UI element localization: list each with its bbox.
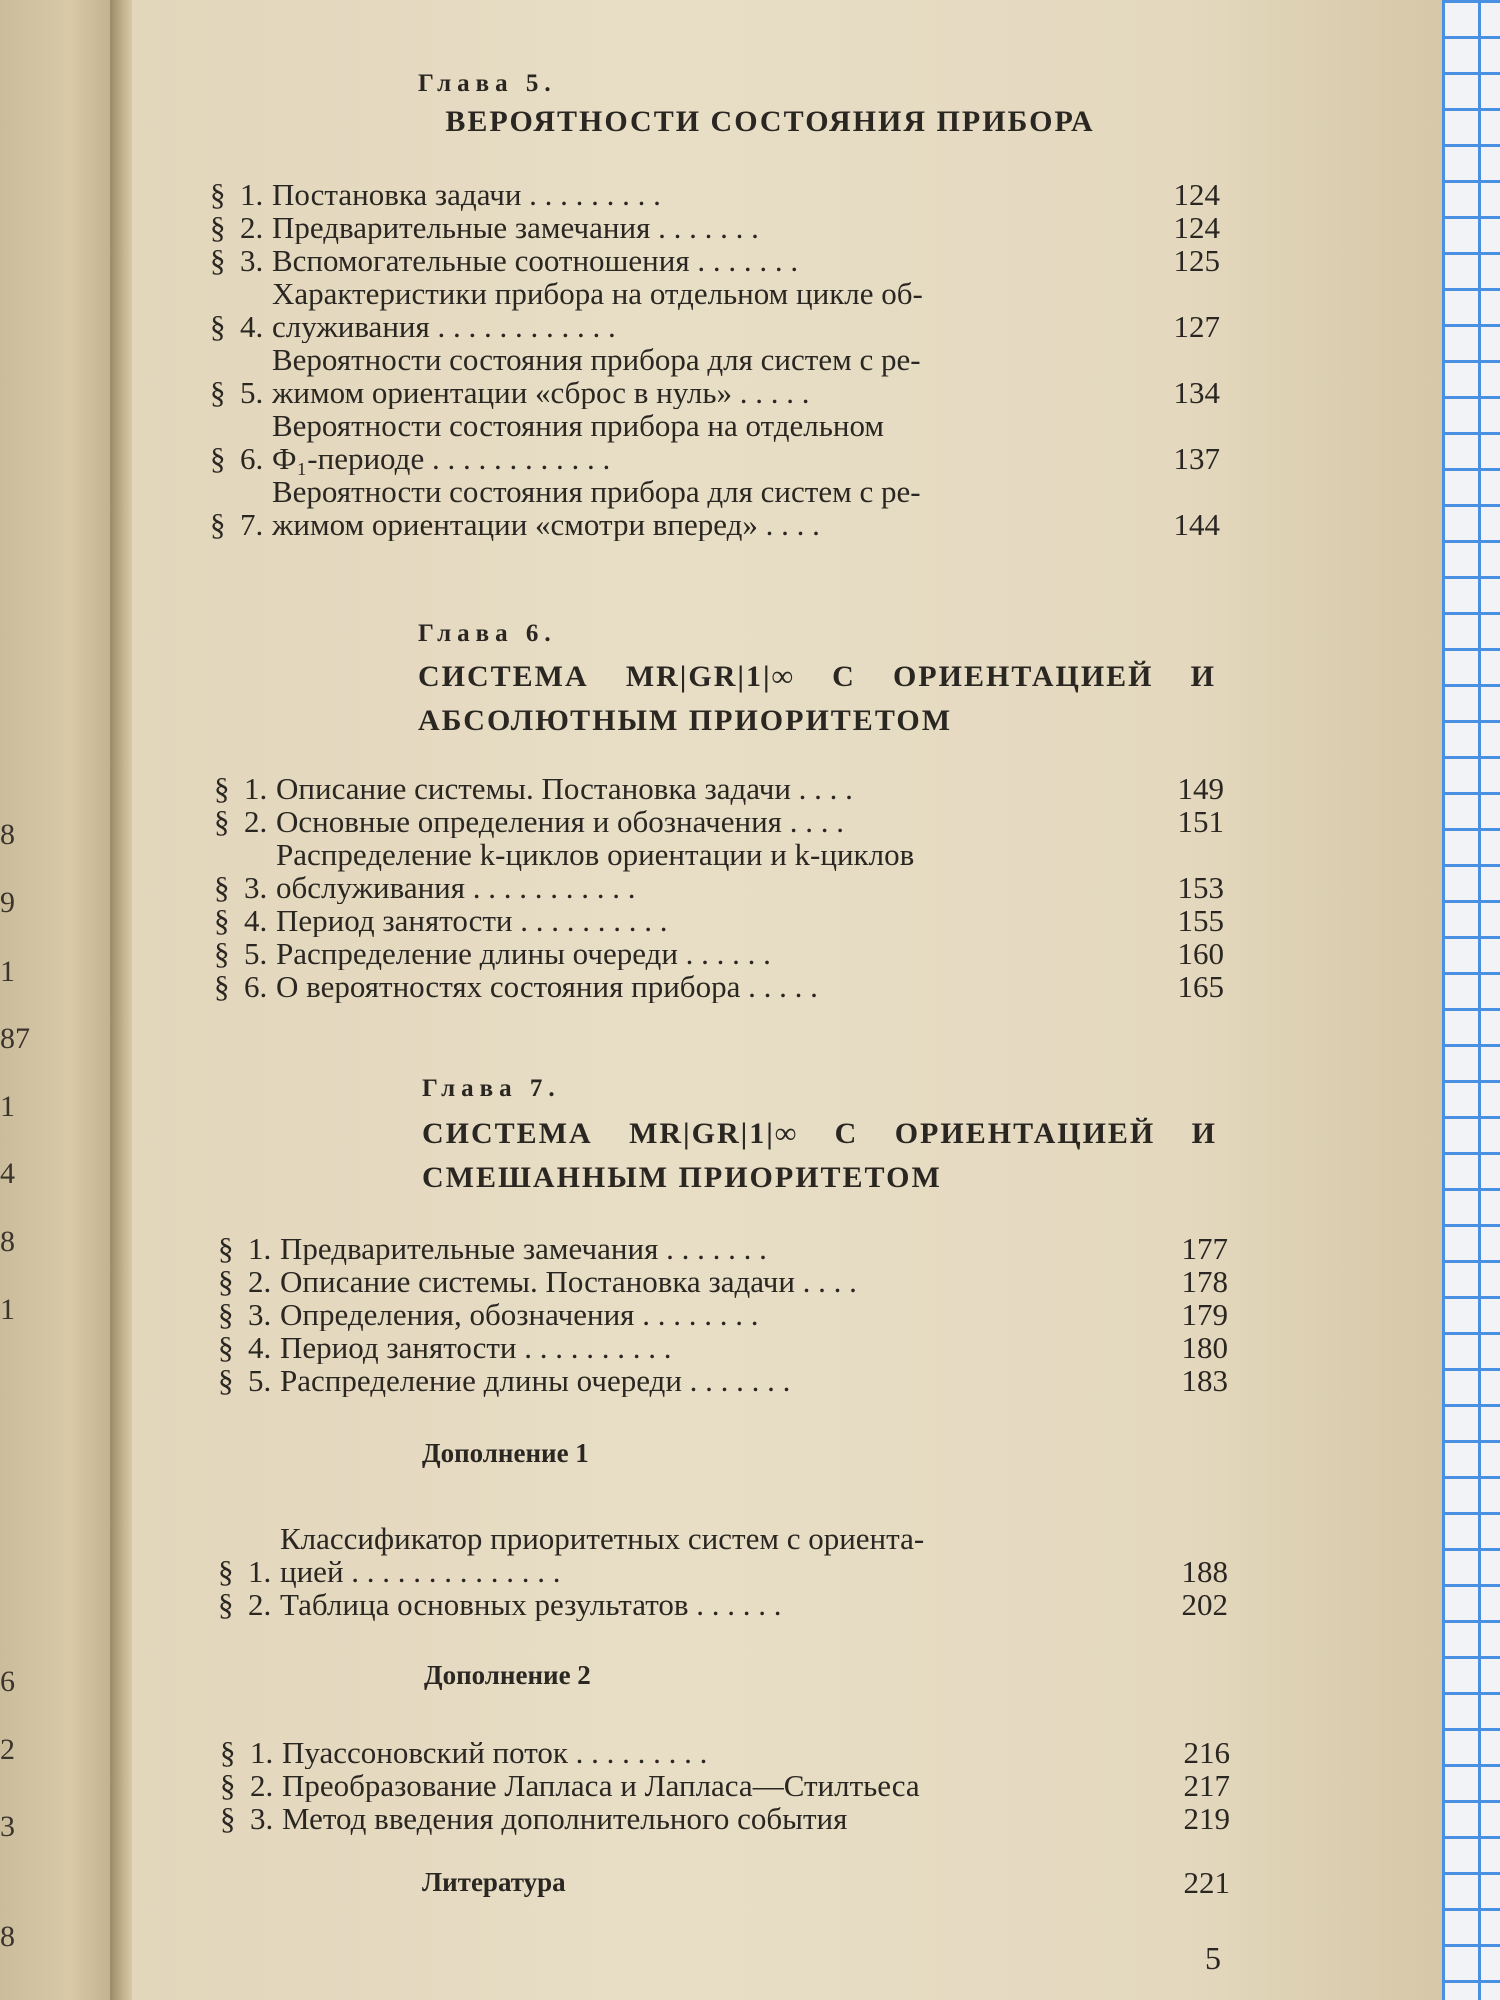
entry-number: 3.	[240, 243, 264, 278]
edge-number: 8	[0, 818, 15, 851]
entry-title: Распределение k-циклов ориентации и k-циклов	[276, 838, 915, 872]
section-symbol: §	[218, 1297, 234, 1332]
section-symbol: §	[220, 1801, 236, 1836]
edge-number: 87	[0, 1022, 30, 1055]
entry-title: Основные определения и обозначения . . . .	[276, 805, 844, 838]
chapter-label: Глава 6.	[418, 620, 557, 647]
section-symbol: §	[214, 936, 230, 971]
entry-number: 1.	[244, 771, 268, 806]
entry-title-continued: служивания . . . . . . . . . . . .	[272, 309, 616, 343]
entry-title: Период занятости . . . . . . . . . .	[280, 1331, 672, 1364]
entry-title: О вероятностях состояния прибора . . . . .	[276, 970, 818, 1003]
section-symbol: §	[214, 771, 230, 806]
section-symbol: §	[214, 804, 230, 839]
chapter-entries	[214, 772, 1224, 1003]
section-symbol: §	[218, 1587, 234, 1622]
toc-entry	[210, 409, 1220, 475]
section-symbol: §	[210, 441, 226, 476]
entry-number: 2.	[244, 804, 268, 839]
entry-title-continued: жимом ориентации «смотри вперед» . . . .	[272, 507, 820, 541]
page-ref: 180	[1181, 1330, 1228, 1365]
page-ref: 178	[1181, 1264, 1228, 1299]
section-symbol: §	[220, 1735, 236, 1770]
entry-title: Определения, обозначения . . . . . . . .	[280, 1298, 759, 1331]
entry-title: Классификатор приоритетных систем с ориента-	[280, 1522, 925, 1556]
entry-number: 3.	[244, 870, 268, 905]
toc-entry	[214, 904, 1224, 937]
toc-entry	[210, 277, 1220, 343]
entry-title: Период занятости . . . . . . . . . .	[276, 904, 668, 937]
toc-entry	[210, 178, 1220, 211]
page-number: 5	[1205, 1940, 1221, 1976]
entry-title: Распределение длины очереди . . . . . . .	[280, 1364, 791, 1397]
toc-entry	[218, 1364, 1228, 1397]
entry-number: 4.	[240, 309, 264, 344]
page-ref: 127	[1173, 309, 1220, 344]
appendix-heading: Дополнение 1	[422, 1438, 589, 1468]
chapter-title-line: СИСТЕМА MR|GR|1|∞ С ОРИЕНТАЦИЕЙ И	[422, 1117, 1217, 1150]
entry-title: Постановка задачи . . . . . . . . .	[272, 178, 661, 211]
page-ref: 188	[1181, 1554, 1228, 1589]
edge-number: 6	[0, 1665, 15, 1698]
toc-entry	[214, 937, 1224, 970]
chapter-title-line: ВЕРОЯТНОСТИ СОСТОЯНИЯ ПРИБОРА	[445, 105, 1095, 138]
toc-entry	[210, 211, 1220, 244]
section-symbol: §	[210, 210, 226, 245]
page-ref: 165	[1177, 969, 1224, 1004]
toc-entry	[218, 1298, 1228, 1331]
page-ref: 216	[1183, 1735, 1230, 1770]
page-ref: 217	[1183, 1768, 1230, 1803]
entry-number: 1.	[240, 177, 264, 212]
edge-number: 3	[0, 1810, 15, 1843]
edge-number: 2	[0, 1733, 15, 1766]
toc-entry	[214, 805, 1224, 838]
entry-title: Предварительные замечания . . . . . . .	[272, 211, 759, 244]
entry-number: 4.	[248, 1330, 272, 1365]
appendix-entries	[220, 1736, 1230, 1835]
page-ref: 151	[1177, 804, 1224, 839]
toc-entry	[220, 1736, 1230, 1769]
page-ref: 134	[1173, 375, 1220, 410]
entry-title: Таблица основных результатов . . . . . .	[280, 1588, 782, 1621]
page-ref: 137	[1173, 441, 1220, 476]
section-symbol: §	[214, 969, 230, 1004]
entry-title: Преобразование Лапласа и Лапласа—Стилтьеса	[282, 1769, 920, 1802]
entry-number: 7.	[240, 507, 264, 542]
literature-label: Литература	[422, 1867, 566, 1897]
toc-entry	[220, 1802, 1230, 1835]
edge-number: 1	[0, 1090, 15, 1123]
chapter-title	[350, 100, 1190, 144]
chapter-title	[418, 655, 1216, 743]
toc-entry	[210, 244, 1220, 277]
page-ref: 219	[1183, 1801, 1230, 1836]
entry-number: 2.	[248, 1264, 272, 1299]
entry-title: Предварительные замечания . . . . . . .	[280, 1232, 767, 1265]
entry-number: 5.	[244, 936, 268, 971]
section-symbol: §	[210, 177, 226, 212]
chapter-label: Глава 5.	[418, 70, 557, 97]
entry-number: 2.	[240, 210, 264, 245]
entry-title-continued: жимом ориентации «сброс в нуль» . . . . .	[272, 375, 810, 409]
entry-title-continued: Ф₁-периоде . . . . . . . . . . . .	[272, 441, 611, 475]
entry-title: Описание системы. Постановка задачи . . . .	[276, 772, 853, 805]
entry-title: Вероятности состояния прибора для систем с ре-	[272, 343, 921, 377]
entry-title-continued: обслуживания . . . . . . . . . . .	[276, 870, 636, 904]
entry-number: 3.	[248, 1297, 272, 1332]
section-symbol: §	[210, 243, 226, 278]
entry-number: 6.	[244, 969, 268, 1004]
page-ref: 179	[1181, 1297, 1228, 1332]
entry-number: 2.	[250, 1768, 274, 1803]
toc-entry	[218, 1522, 1228, 1588]
section-symbol: §	[220, 1768, 236, 1803]
toc-entry	[220, 1769, 1230, 1802]
entry-title: Характеристики прибора на отдельном цикле об-	[272, 277, 923, 311]
appendix-entries	[218, 1522, 1228, 1621]
entry-title: Вспомогательные соотношения . . . . . . .	[272, 244, 799, 277]
toc-entry	[210, 475, 1220, 541]
entry-title: Метод введения дополнительного события	[282, 1802, 848, 1835]
entry-number: 5.	[248, 1363, 272, 1398]
entry-title: Распределение длины очереди . . . . . .	[276, 937, 771, 970]
section-symbol: §	[210, 375, 226, 410]
entry-title: Вероятности состояния прибора на отдельном	[272, 409, 884, 443]
page-ref: 160	[1177, 936, 1224, 971]
entry-title: Описание системы. Постановка задачи . . . .	[280, 1265, 857, 1298]
section-symbol: §	[218, 1363, 234, 1398]
entry-number: 5.	[240, 375, 264, 410]
page-ref: 202	[1181, 1587, 1228, 1622]
chapter-title	[422, 1112, 1217, 1200]
section-symbol: §	[218, 1231, 234, 1266]
entry-number: 3.	[250, 1801, 274, 1836]
page-ref: 153	[1177, 870, 1224, 905]
toc-entry	[210, 343, 1220, 409]
toc-entry	[422, 1866, 1230, 1899]
chapter-label: Глава 7.	[422, 1075, 561, 1102]
toc-entry	[218, 1331, 1228, 1364]
entry-title-continued: цией . . . . . . . . . . . . . .	[280, 1554, 561, 1588]
entry-title: Пуассоновский поток . . . . . . . . .	[282, 1736, 708, 1769]
chapter-title-line: СИСТЕМА MR|GR|1|∞ С ОРИЕНТАЦИЕЙ И	[418, 660, 1216, 693]
page-ref: 124	[1173, 177, 1220, 212]
chapter-entries	[218, 1232, 1228, 1397]
page-ref: 125	[1173, 243, 1220, 278]
edge-number: 8	[0, 1225, 15, 1258]
edge-number: 4	[0, 1157, 15, 1190]
page-ref: 221	[1183, 1865, 1230, 1900]
entry-number: 1.	[250, 1735, 274, 1770]
section-symbol: §	[218, 1330, 234, 1365]
entry-number: 1.	[248, 1554, 272, 1589]
toc-entry	[214, 772, 1224, 805]
entry-number: 6.	[240, 441, 264, 476]
edge-number: 1	[0, 955, 15, 988]
edge-number: 9	[0, 886, 15, 919]
page-ref: 177	[1181, 1231, 1228, 1266]
edge-number: 8	[0, 1920, 15, 1953]
page-ref: 149	[1177, 771, 1224, 806]
page-ref: 155	[1177, 903, 1224, 938]
page-ref: 144	[1173, 507, 1220, 542]
section-symbol: §	[218, 1554, 234, 1589]
appendix-heading: Дополнение 2	[424, 1660, 591, 1690]
entry-number: 2.	[248, 1587, 272, 1622]
literature-entry	[422, 1866, 1230, 1899]
entry-number: 4.	[244, 903, 268, 938]
section-symbol: §	[210, 507, 226, 542]
section-symbol: §	[210, 309, 226, 344]
section-symbol: §	[218, 1264, 234, 1299]
toc-entry	[214, 970, 1224, 1003]
chapter-entries	[210, 178, 1220, 541]
entry-title: Вероятности состояния прибора для систем с ре-	[272, 475, 921, 509]
edge-number: 1	[0, 1293, 15, 1326]
chapter-title-line: АБСОЛЮТНЫМ ПРИОРИТЕТОМ	[418, 704, 953, 737]
entry-number: 1.	[248, 1231, 272, 1266]
section-symbol: §	[214, 903, 230, 938]
toc-entry	[218, 1588, 1228, 1621]
toc-entry	[218, 1265, 1228, 1298]
section-symbol: §	[214, 870, 230, 905]
toc-entry	[214, 838, 1224, 904]
page-ref: 124	[1173, 210, 1220, 245]
toc-entry	[218, 1232, 1228, 1265]
chapter-title-line: СМЕШАННЫМ ПРИОРИТЕТОМ	[422, 1161, 942, 1194]
page-ref: 183	[1181, 1363, 1228, 1398]
